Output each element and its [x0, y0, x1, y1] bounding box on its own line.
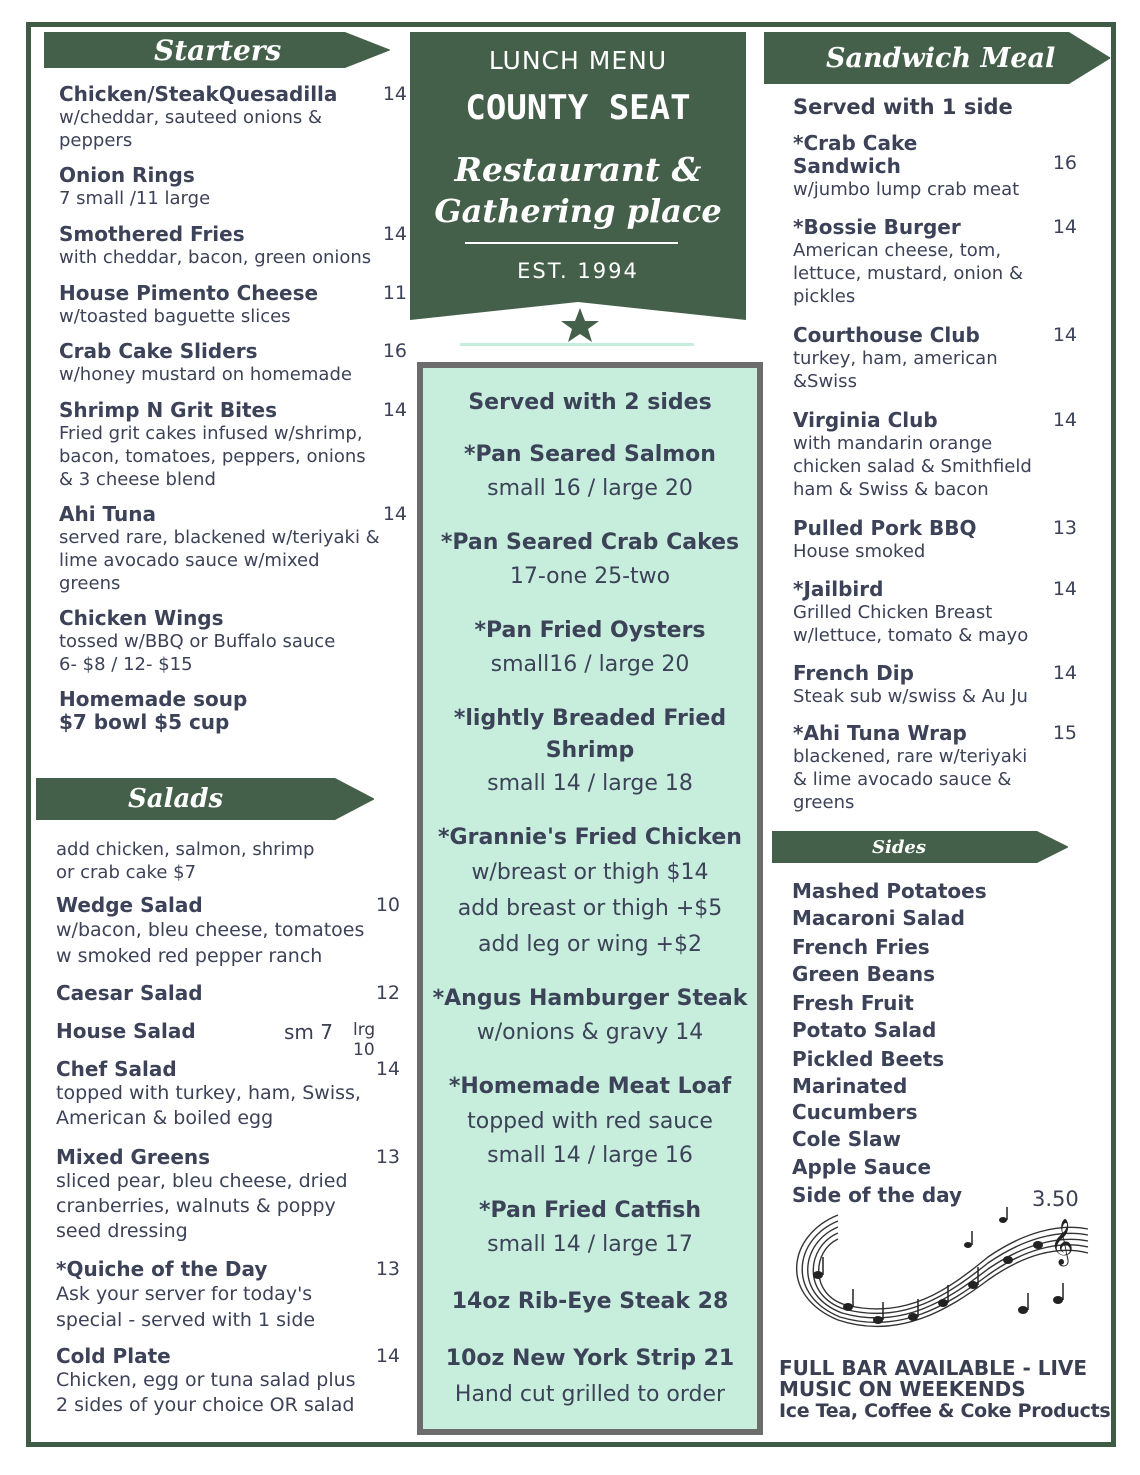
starter-item: Homemade soup $7 bowl $5 cup: [59, 687, 248, 734]
entree-name: 14oz Rib-Eye Steak 28: [451, 1289, 729, 1314]
sandwich-intro: Served with 1 side: [793, 95, 1013, 119]
salad-item: House Salad sm 7 lrg 10: [56, 1019, 376, 1060]
starters-banner: [44, 32, 390, 68]
entrees-panel: [417, 362, 763, 1435]
sandwich-item: *Jailbird 14 Grilled Chicken Breast w/lettuce, tomato & mayo: [793, 577, 1077, 646]
entree-detail: add leg or wing +$2: [478, 932, 702, 957]
starter-item: Ahi Tuna 14 served rare, blackened w/teriyaki & lime avocado sauce w/mixed greens: [59, 502, 407, 594]
entree-detail: small 16 / large 20: [487, 476, 693, 501]
starters-title: Starters: [154, 33, 282, 67]
starter-item: Chicken/SteakQuesadilla 14 w/cheddar, sauteed onions & peppers: [59, 82, 407, 151]
header-divider: [460, 343, 694, 346]
starter-item: Onion Rings 7 small /11 large: [59, 163, 211, 209]
entree-detail: topped with red sauce: [467, 1109, 713, 1134]
sandwich-item: Virginia Club 14 with mandarin orange chicken salad & Smithfield ham & Swiss & bacon: [793, 408, 1077, 500]
entree-detail: small 14 / large 16: [487, 1143, 693, 1168]
tagline-line2: Gathering place: [434, 192, 722, 230]
sides-price: 3.50: [1032, 1187, 1079, 1211]
full-bar-line2: MUSIC ON WEEKENDS: [779, 1377, 1026, 1401]
sandwich-item: *Bossie Burger 14 American cheese, tom, lettuce, mustard, onion & pickles: [793, 215, 1077, 307]
entree-detail: Hand cut grilled to order: [454, 1382, 726, 1407]
entree-detail: w/breast or thigh $14: [471, 860, 709, 885]
starter-item: Shrimp N Grit Bites 14 Fried grit cakes infused w/shrimp, bacon, tomatoes, peppers, onions & 3 cheese blend: [59, 398, 407, 490]
side-item: Potato Salad: [792, 1018, 937, 1042]
tagline-line1: Restaurant &: [454, 150, 702, 189]
entree-detail: small16 / large 20: [490, 652, 690, 677]
salads-note: add chicken, salmon, shrimp or crab cake $7: [56, 839, 315, 883]
sandwich-item: French Dip 14 Steak sub w/swiss & Au Ju: [793, 661, 1077, 707]
music-notes-icon: [778, 1205, 1098, 1350]
side-item: Marinated: [792, 1074, 908, 1098]
side-item: Green Beans: [792, 962, 936, 986]
starter-item: Smothered Fries 14 with cheddar, bacon, green onions: [59, 222, 407, 268]
sandwich-title: Sandwich Meal: [826, 42, 1056, 74]
full-bar-line1: FULL BAR AVAILABLE - LIVE: [779, 1356, 1088, 1380]
side-item: Apple Sauce: [792, 1155, 932, 1179]
restaurant-name: COUNTY SEAT: [465, 88, 691, 128]
sandwich-item: *Crab Cake Sandwich 16 w/jumbo lump crab meat: [793, 131, 1077, 200]
entree-name: *Pan Seared Crab Cakes: [440, 530, 740, 555]
salad-item: *Quiche of the Day 13 Ask your server for today's special - served with 1 side: [56, 1257, 400, 1331]
salads-title: Salads: [128, 784, 224, 814]
established-label: EST. 1994: [517, 259, 639, 283]
entree-name: *Pan Fried Catfish: [478, 1198, 702, 1223]
entree-name: Shrimp: [545, 738, 635, 763]
sides-banner: [772, 831, 1068, 863]
entree-name: *Pan Fried Oysters: [474, 618, 706, 643]
side-item: French Fries: [792, 935, 930, 959]
entree-detail: add breast or thigh +$5: [457, 896, 723, 921]
side-item: Cucumbers: [792, 1100, 918, 1124]
salad-item: Caesar Salad 12: [56, 981, 400, 1005]
sandwich-item: Pulled Pork BBQ 13 House smoked: [793, 516, 1077, 562]
entree-name: *lightly Breaded Fried: [453, 706, 727, 731]
salads-banner: [36, 778, 374, 820]
starter-item: House Pimento Cheese 11 w/toasted baguette slices: [59, 281, 407, 327]
entree-name: *Pan Seared Salmon: [464, 442, 716, 467]
entree-name: *Angus Hamburger Steak: [432, 986, 748, 1011]
side-item: Macaroni Salad: [792, 906, 965, 930]
sandwich-item: *Ahi Tuna Wrap 15 blackened, rare w/teriyaki & lime avocado sauce & greens: [793, 721, 1077, 813]
entrees-intro: Served with 2 sides: [468, 390, 712, 415]
entree-detail: w/onions & gravy 14: [476, 1020, 704, 1045]
entree-name: *Grannie's Fried Chicken: [438, 825, 742, 850]
entree-detail: small 14 / large 17: [487, 1232, 693, 1257]
sandwich-banner: [764, 32, 1110, 84]
side-item: Side of the day: [792, 1183, 963, 1207]
entree-name: *Homemade Meat Loaf: [448, 1074, 732, 1099]
starter-item: Chicken Wings tossed w/BBQ or Buffalo sauce 6- $8 / 12- $15: [59, 606, 336, 675]
side-item: Pickled Beets: [792, 1047, 945, 1071]
sandwich-item: Courthouse Club 14 turkey, ham, american &Swiss: [793, 323, 1077, 392]
lunch-menu-label: LUNCH MENU: [488, 46, 668, 75]
salad-item: Cold Plate 14 Chicken, egg or tuna salad plus 2 sides of your choice OR salad: [56, 1344, 400, 1416]
salad-item: Chef Salad 14 topped with turkey, ham, Swiss, American & boiled egg: [56, 1057, 400, 1129]
svg-text:𝄞: 𝄞: [1050, 1219, 1074, 1265]
salad-item: Mixed Greens 13 sliced pear, bleu cheese, dried cranberries, walnuts & poppy seed dressing: [56, 1145, 400, 1242]
entree-detail: 17-one 25-two: [509, 564, 671, 589]
side-item: Cole Slaw: [792, 1127, 902, 1151]
header-banner: [410, 32, 746, 320]
salad-item: Wedge Salad 10 w/bacon, bleu cheese, tomatoes w smoked red pepper ranch: [56, 893, 400, 967]
entree-name: 10oz New York Strip 21: [445, 1346, 735, 1371]
star-icon: [559, 306, 601, 344]
entree-detail: small 14 / large 18: [487, 771, 693, 796]
starter-item: Crab Cake Sliders 16 w/honey mustard on homemade: [59, 339, 407, 385]
side-item: Fresh Fruit: [792, 991, 914, 1015]
side-item: Mashed Potatoes: [792, 879, 987, 903]
drinks-line: Ice Tea, Coffee & Coke Products: [779, 1400, 1111, 1422]
sides-title: Sides: [872, 836, 927, 858]
